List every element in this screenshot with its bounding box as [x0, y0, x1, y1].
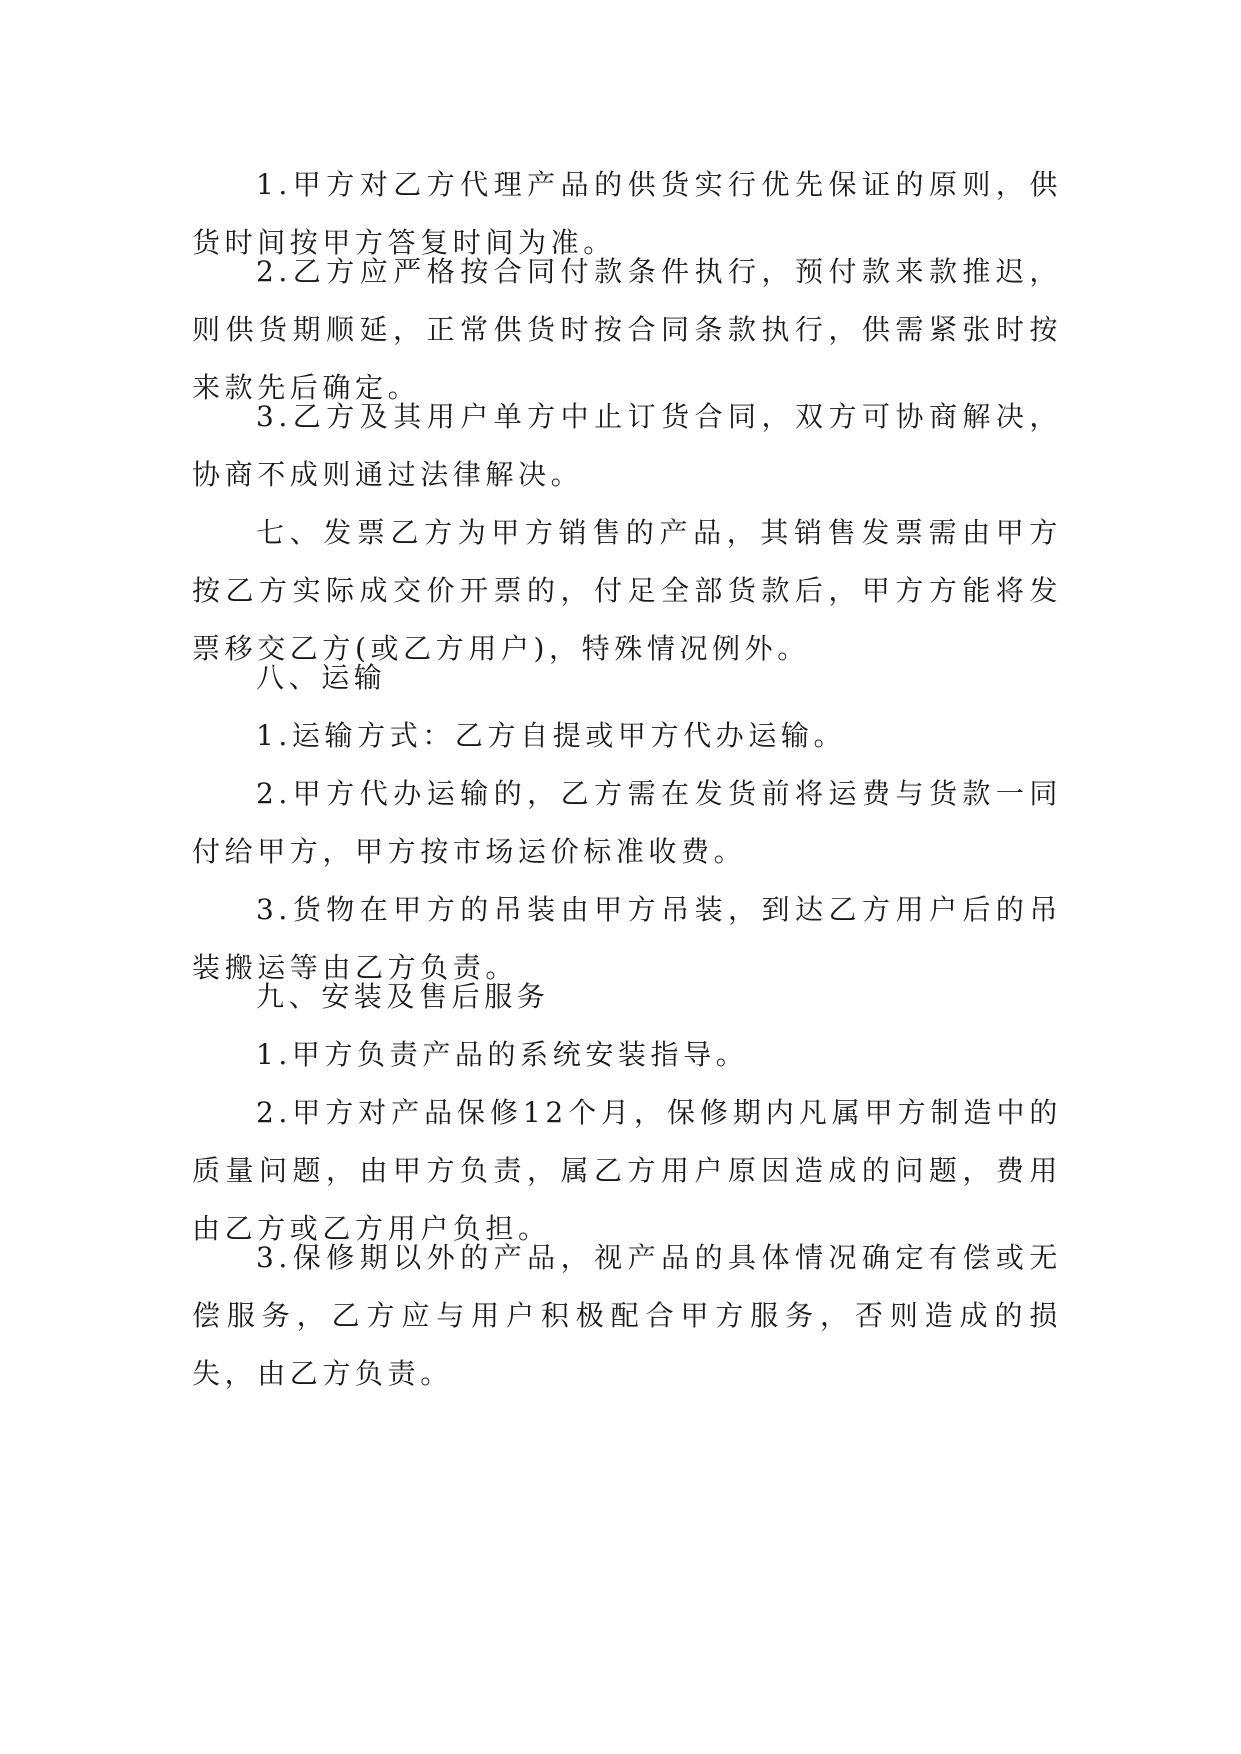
paragraph-post-warranty: 3.保修期以外的产品，视产品的具体情况确定有偿或无偿服务，乙方应与用户积极配合甲方服务，否则造成的损失，由乙方负责。 — [192, 1241, 1062, 1390]
paragraph-contract-termination: 3.乙方及其用户单方中止订货合同，双方可协商解决，协商不成则通过法律解决。 — [192, 400, 1062, 491]
paragraph-invoice: 七、发票乙方为甲方销售的产品，其销售发票需由甲方按乙方实际成交价开票的，付足全部货款后，甲方方能将发票移交乙方(或乙方用户)，特殊情况例外。 — [192, 516, 1062, 665]
paragraph-hoisting: 3.货物在甲方的吊装由甲方吊装，到达乙方用户后的吊装搬运等由乙方负责。 — [192, 893, 1062, 984]
paragraph-transport-fees: 2.甲方代办运输的，乙方需在发货前将运费与货款一同付给甲方，甲方按市场运价标准收费。 — [192, 777, 1062, 868]
heading-transport: 八、运输 — [256, 661, 387, 694]
heading-installation-service: 九、安装及售后服务 — [256, 980, 550, 1013]
paragraph-warranty: 2.甲方对产品保修12个月，保修期内凡属甲方制造中的质量问题，由甲方负责，属乙方用户原因造成的问题，费用由乙方或乙方用户负担。 — [192, 1096, 1062, 1245]
paragraph-supply-priority: 1.甲方对乙方代理产品的供货实行优先保证的原则，供货时间按甲方答复时间为准。 — [192, 168, 1062, 259]
paragraph-installation-guidance: 1.甲方负责产品的系统安装指导。 — [256, 1038, 749, 1071]
paragraph-transport-method: 1.运输方式：乙方自提或甲方代办运输。 — [256, 719, 847, 752]
paragraph-payment-terms: 2.乙方应严格按合同付款条件执行，预付款来款推迟，则供货期顺延，正常供货时按合同条款执行，供需紧张时按来款先后确定。 — [192, 255, 1062, 404]
